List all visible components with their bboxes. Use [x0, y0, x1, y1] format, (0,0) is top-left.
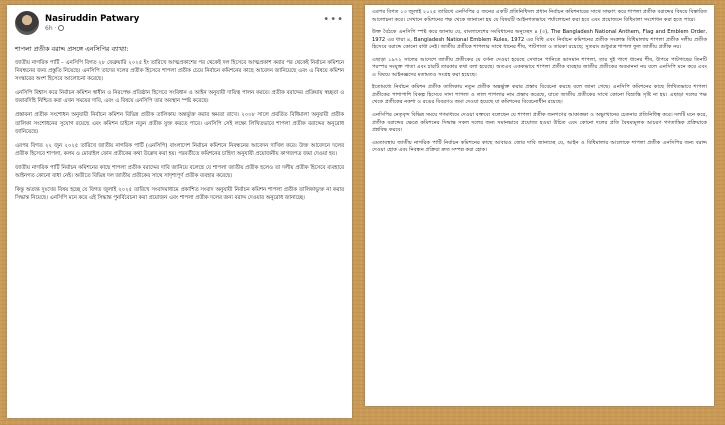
document-paragraph: এছাড়া ১৯৭২ সালের আদেশে জাতীয় প্রতীকের যে বর্ণনা দেওয়া হয়েছে সেখানে পানিতে ভাসমান শাপলা, তার দুই পাশে ধানের শীষ, উপরে পাটগাছের তিনটি পরস্পর সংযুক্ত পাতা এবং চারটি তারকার কথা বলা হয়েছে। অতএব এককভাবে শাপলা প্রতীক ব্যবহার জাতীয় প্রতীকের অবমাননা নয় বলে এনসিপি মনে করে এবং এ বিষয়ে আইনজ্ঞদের মতামতও সংগ্রহ করা হয়েছে।	[372, 56, 707, 78]
document-paragraph: এরপর বিগত ১৩ জুলাই ২০২৫ তারিখে এনসিপির ৫ জনের একটি প্রতিনিধিদল প্রধান নির্বাচন কমিশনারের সাথে সাক্ষাৎ করে শাপলা প্রতীক বরাদ্দের বিষয়ে বিস্তারিত আলোচনা করে। সেখানে কমিশনের পক্ষ থেকে জানানো হয় যে বিষয়টি আইনগতভাবে পর্যালোচনা করা হবে এবং প্রয়োজনে বিধিমালা সংশোধন করা হতে পারে।	[372, 9, 707, 23]
document-paragraph: উক্ত বৈঠকে এনসিপি স্পষ্ট করে জানায় যে, বাংলাদেশের সংবিধানের অনুচ্ছেদ ৪ (৩), The Bangladesh National Anthem, Flag and Emblem Order, 1972 এর ধারা ৪, Bangladesh National Emblem Rules, 1972 এর বিধি এবং নির্বাচন কমিশনের প্রতীক সংক্রান্ত বিধিমালায় শাপলা প্রতীক দলীয় প্রতীক হিসেবে বরাদ্দে কোনো বাধা নেই। জাতীয় প্রতীকে শাপলার সাথে ধানের শীষ, পাটপাতা ও তারকা রয়েছে; সুতরাং শুধুমাত্র শাপলা ফুল জাতীয় প্রতীক নয়।	[372, 29, 707, 51]
document-paragraph: ইতোমধ্যে নির্বাচন কমিশন প্রতীক তালিকায় নতুন প্রতীক অন্তর্ভুক্ত করার প্রস্তাব বিবেচনা করছে বলে জানা গেছে। এনসিপি কমিশনের কাছে লিখিতভাবে শাপলা প্রতীকের পাশাপাশি বিকল্প হিসেবে সাদা শাপলা ও লাল শাপলার নাম প্রস্তাব করেছে, যাতে জাতীয় প্রতীকের সাথে কোনো বিভ্রান্তি সৃষ্টি না হয়। এছাড়া দলের পক্ষ থেকে প্রতীকের নকশা ও রঙের বিবরণও জমা দেওয়া হয়েছে যা কমিশনের বিবেচনাধীন রয়েছে।	[372, 84, 707, 106]
post-paragraph: এনসিপি বিশ্বাস করে নির্বাচন কমিশন স্বাধীন ও নিরপেক্ষ প্রতিষ্ঠান হিসেবে সংবিধান ও আইন অনুযায়ী দায়িত্ব পালন করবে। প্রতীক বরাদ্দের প্রক্রিয়ায় স্বচ্ছতা ও জবাবদিহি নিশ্চিত করা এখন সময়ের দাবি, এবং এ বিষয়ে এনসিপি তার অবস্থান স্পষ্ট করেছে।	[15, 90, 344, 105]
post-paragraph: প্রস্তাবনা প্রতীক সংশোধন অনুযায়ী নির্বাচন কমিশন বিভিন্ন প্রতীক তালিকায় অন্তর্ভুক্ত করার ক্ষমতা রাখে। ২০০৮ সালে প্রবর্তিত বিধিমালা অনুযায়ী প্রতীক তালিকা সংশোধনের সুযোগ রয়েছে এবং কমিশন চাইলে নতুন প্রতীক যুক্ত করতে পারে। এনসিপি সেই লক্ষ্যে লিখিতভাবে শাপলা প্রতীক বরাদ্দের অনুরোধ জানিয়েছে।	[15, 112, 344, 135]
post-paragraph: জাতীয় নাগরিক পার্টি – এনসিপি বিগত ২৮ ফেব্রুয়ারি ২০২৫ ইং তারিখে আত্মপ্রকাশের পর থেকেই দল হিসেবে আত্মপ্রকাশ করার পর থেকেই নির্বাচন কমিশনে নিবন্ধনের জন্য প্রস্তুতি নিয়েছে। এনসিপি তাদের দলের প্রতীক হিসেবে শাপলা প্রতীক চেয়ে নির্বাচন কমিশনের কাছে আবেদন জানিয়েছে এবং এ বিষয়ে কমিশন সংস্কারের অংশ হিসেবে আলোচনা করেছে।	[15, 60, 344, 83]
avatar[interactable]	[15, 11, 39, 35]
post-time[interactable]: 6h ·	[45, 24, 57, 32]
globe-icon	[58, 25, 64, 31]
document-paragraph: এনসিপির নেতৃবৃন্দ বিভিন্ন সময়ে গণমাধ্যমে দেওয়া বক্তব্যে বলেছেন যে শাপলা প্রতীক জনগণের আকাঙ্ক্ষা ও অভ্যুত্থানের চেতনার প্রতিনিধিত্ব করে। দলটি মনে করে, প্রতীক বরাদ্দের ক্ষেত্রে কমিশনের সিদ্ধান্ত সকল দলের জন্য সমানভাবে প্রযোজ্য হওয়া উচিত এবং কোনো দলের প্রতি বৈষম্যমূলক আচরণ গণতান্ত্রিক প্রক্রিয়াকে প্রশ্নবিদ্ধ করবে।	[372, 112, 707, 134]
author-name[interactable]: Nasiruddin Patwary	[45, 13, 140, 24]
more-horizontal-icon[interactable]: •••	[323, 14, 344, 25]
scanned-document	[365, 5, 714, 406]
post-paragraph: জাতীয় নাগরিক পার্টি নির্বাচন কমিশনের কাছে শাপলা প্রতীক বরাদ্দের দাবি জানিয়ে বলেছে যে শাপলা জাতীয় প্রতীক হলেও তা দলীয় প্রতীক হিসেবে ব্যবহারে আইনগত কোনো বাধা নেই। অতীতে বিভিন্ন দল জাতীয় প্রতীকের সাথে সাদৃশ্যপূর্ণ প্রতীক ব্যবহার করেছে।	[15, 164, 344, 180]
post-header	[7, 5, 352, 38]
document-paragraph: এমতাবস্থায় জাতীয় নাগরিক পার্টি নির্বাচন কমিশনের কাছে আবারও জোর দাবি জানাচ্ছে যে, আইন ও বিধিমালার আলোকে শাপলা প্রতীক এনসিপির জন্য বরাদ্দ দেওয়া হোক এবং নিবন্ধন প্রক্রিয়া দ্রুত সম্পন্ন করা হোক।	[372, 139, 707, 154]
post-body	[7, 38, 352, 202]
facebook-post	[7, 5, 352, 418]
author-block	[45, 14, 139, 33]
post-title: শাপলা প্রতীক বরাদ্দ প্রসঙ্গে এনসিপির ব্যাখ্যা:	[15, 45, 129, 53]
post-paragraph: এরপর বিগত ২২ জুন ২০২৫ তারিখে জাতীয় নাগরিক পার্টি (এনসিপি) বাংলাদেশ নির্বাচন কমিশনে নিবন্ধনের আবেদন দাখিল করে। উক্ত আবেদনে দলের প্রতীক হিসেবে শাপলা, কলম ও মোবাইল ফোন প্রতীকের কথা উল্লেখ করা হয়। পরবর্তীতে কমিশনের চাহিদা অনুযায়ী প্রয়োজনীয় কাগজপত্র জমা দেওয়া হয়।	[15, 142, 344, 157]
post-paragraph: কিন্তু অত্যন্ত দুঃখের বিষয় হচ্ছে যে বিগত জুলাই ২০২৫ তারিখে সংবাদমাধ্যমে প্রকাশিত সংবাদ অনুযায়ী নির্বাচন কমিশন শাপলা প্রতীক তালিকাভুক্ত না করার সিদ্ধান্ত নিয়েছে। এনসিপি মনে করে এই সিদ্ধান্ত পুনর্বিবেচনা করা প্রয়োজন এবং শাপলা প্রতীক দলের জন্য বরাদ্দ দেওয়ার অনুরোধ জানাচ্ছে।	[15, 187, 344, 202]
post-meta	[45, 24, 139, 33]
